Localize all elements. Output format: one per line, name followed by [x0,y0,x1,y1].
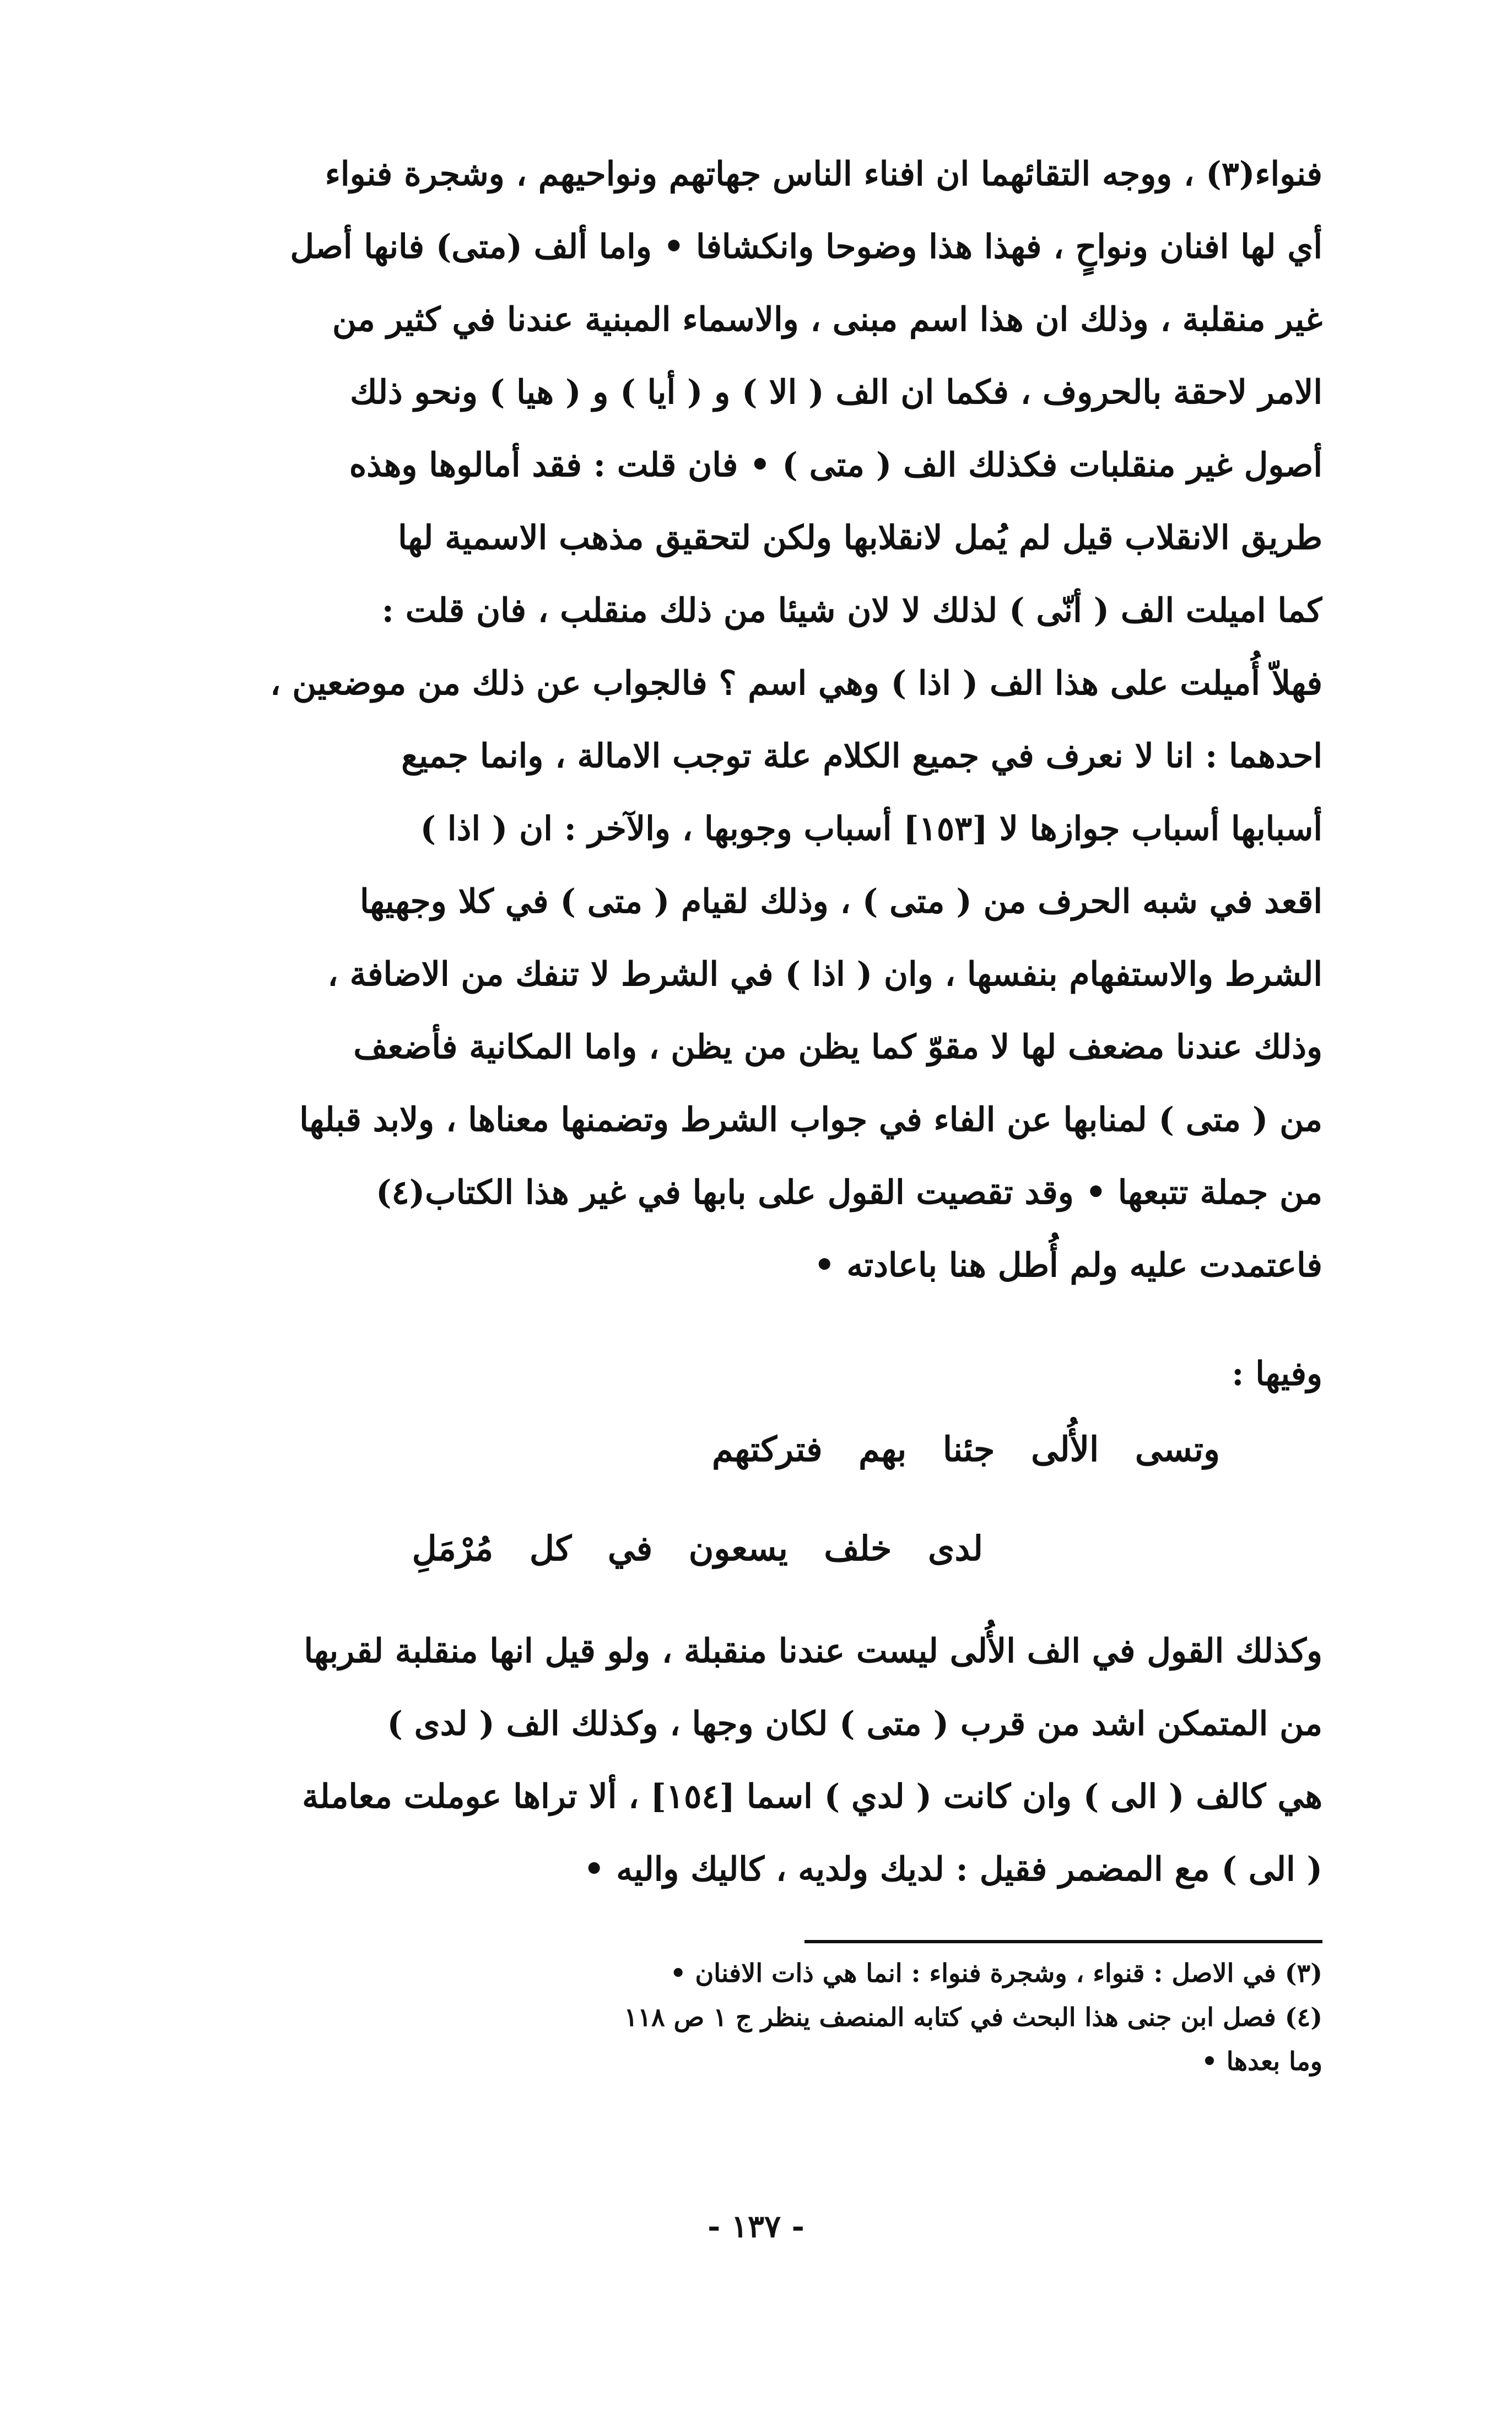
verse-hemistich-2: لدى خلف يسعون في كل مُرْمَلِ [412,1528,983,1568]
footnotes [187,1951,1322,2083]
footnote-4-continued: وما بعدها • [1201,2046,1322,2076]
text-line-13: وذلك عندنا مضعف لها لا مقوّ كما يظن من يظن ، واما المكانية فأضعف [353,1028,1322,1066]
text-line-12: الشرط والاستفهام بنفسها ، وان ( اذا ) في الشرط لا تنفك من الاضافة ، [327,955,1322,994]
main-paragraph [187,138,1322,1302]
text-line-11: اقعد في شبه الحرف من ( متى ) ، وذلك لقيام ( متى ) في كلا وجهيها [359,882,1322,921]
text-line-10: أسبابها أسباب جوازها لا [١٥٣] أسباب وجوبها ، والآخر : ان ( اذا ) [420,810,1322,848]
text-line-20: ( الى ) مع المضمر فقيل : لديك ولديه ، كاليك واليه • [583,1850,1322,1889]
text-line-7: كما اميلت الف ( أنّى ) لذلك لا لان شيئا من ذلك منقلب ، فان قلت : [381,591,1322,630]
text-line-2: أي لها افنان ونواحٍ ، فهذا هذا وضوحا وانكشافا • واما ألف (متى) فانها أصل [290,228,1322,266]
text-line-8: فهلاّ أُميلت على هذا الف ( اذا ) وهي اسم ؟ فالجواب عن ذلك من موضعين ، [270,664,1322,703]
text-line-17: وكذلك القول في الف الأُلى ليست عندنا منقبلة ، ولو قيل انها منقلبة لقربها [304,1632,1322,1670]
text-line-9: احدهما : انا لا نعرف في جميع الكلام علة توجب الامالة ، وانما جميع [401,737,1322,775]
text-line-6: طريق الانقلاب قيل لم يُمل لانقلابها ولكن لتحقيق مذهب الاسمية لها [398,519,1322,557]
verse-intro-label: وفيها : [1232,1355,1322,1393]
text-line-5: أصول غير منقلبات فكذلك الف ( متى ) • فان قلت : فقد أمالوها وهذه [349,446,1322,484]
text-line-3: غير منقلبة ، وذلك ان هذا اسم مبنى ، والاسماء المبنية عندنا في كثير من [332,300,1322,339]
page-number: - ١٣٧ - [708,2208,804,2245]
verse-hemistich-1: وتسى الأُلى جئنا بهم فتركتهم [711,1429,1220,1469]
second-paragraph [187,1615,1322,1906]
text-line-18: من المتمكن اشد من قرب ( متى ) لكان وجها ، وكذلك الف ( لدى ) [387,1705,1322,1743]
text-line-14: من ( متى ) لمنابها عن الفاء في جواب الشرط وتضمنها معناها ، ولابد قبلها [299,1101,1322,1139]
text-line-1: فنواء(٣) ، ووجه التقائهما ان افناء الناس جهاتهم ونواحيهم ، وشجرة فنواء [325,155,1322,193]
text-line-4: الامر لاحقة بالحروف ، فكما ان الف ( الا ) و ( أيا ) و ( هيا ) ونحو ذلك [350,373,1322,412]
text-line-16: فاعتمدت عليه ولم أُطل هنا باعادته • [814,1246,1322,1285]
footnote-divider [804,1940,1322,1943]
text-line-19: هي كالف ( الى ) وان كانت ( لدي ) اسما [١٥٤] ، ألا تراها عوملت معاملة [302,1777,1322,1816]
text-line-15: من جملة تتبعها • وقد تقصيت القول على بابها في غير هذا الكتاب(٤) [376,1173,1322,1212]
footnote-3: (٣) في الاصل : قنواء ، وشجرة فنواء : انما هي ذات الافنان • [670,1958,1322,1988]
footnote-4: (٤) فصل ابن جنى هذا البحث في كتابه المنصف ينظر ج ١ ص ١١٨ [624,2002,1322,2032]
